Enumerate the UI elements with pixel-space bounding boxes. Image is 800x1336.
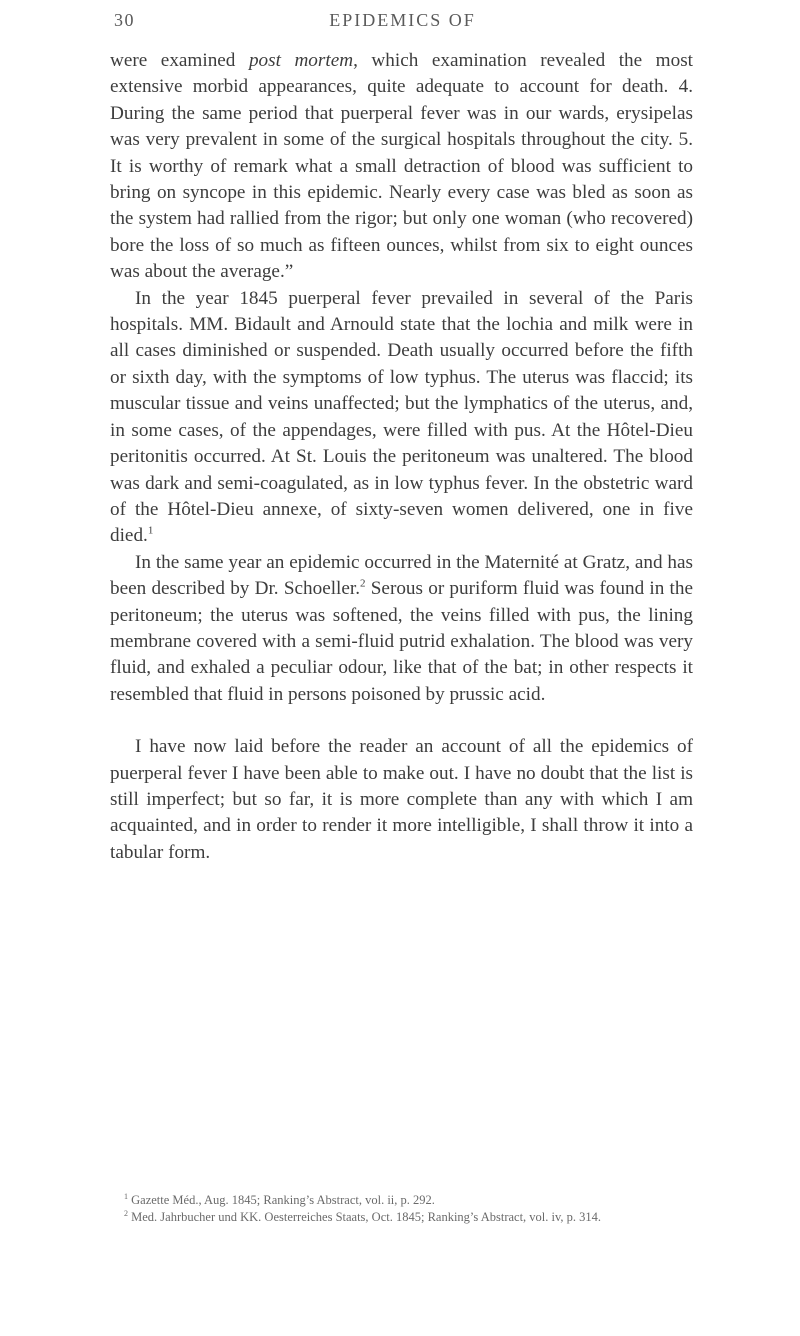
running-head bbox=[110, 6, 695, 36]
footnote-text: Med. Jahrbucher und KK. Oesterreiches Staats, Oct. 1845; Ranking’s Abstract, vol. iv, p. 314. bbox=[128, 1210, 602, 1224]
page-number: 30 bbox=[114, 10, 135, 30]
text-run: In the year 1845 puerperal fever prevailed in several of the Paris hospitals. MM. Bidault and Arnould state that the lochia and milk were in all cases diminished or suspended. Death usually occurred before the fifth or sixth day, with the symptoms of low typhus. The uterus was flaccid; its muscular tissue and veins unaffected; but the lymphatics of the uterus, and, in some cases, of the appendages, were filled with pus. At the Hôtel-Dieu peritonitis occurred. At St. Louis the peritoneum was unaltered. The blood was dark and semi-coagulated, as in low typhus fever. In the obstetric ward of the Hôtel-Dieu annexe, of sixty-seven women delivered, one in five died. bbox=[110, 287, 693, 547]
footnote-reference: 1 bbox=[147, 524, 154, 537]
paragraph-gratz bbox=[110, 550, 693, 708]
body-text bbox=[110, 48, 693, 866]
text-run: Serous or puriform fluid was found in the peritoneum; the uterus was softened, the veins filled with pus, the lining membrane covered with a semi-fluid putrid exhalation. The blood was very fluid, and exhaled a peculiar odour, like that of the bat; in other respects it resembled that fluid in persons poisoned by prussic acid. bbox=[110, 578, 693, 705]
footnote-reference: 2 bbox=[360, 577, 366, 590]
paragraph-summary bbox=[110, 734, 693, 866]
text-run: In the same year an epidemic occurred in the Maternité at Gratz, and has been described by Dr. Schoeller. bbox=[110, 551, 693, 600]
italic-phrase: post mortem bbox=[248, 50, 354, 71]
footnote bbox=[110, 1192, 693, 1209]
footnote-text: Gazette Méd., Aug. 1845; Ranking’s Abstract, vol. ii, p. 292. bbox=[128, 1193, 435, 1207]
text-run: were examined bbox=[110, 50, 249, 71]
footnote bbox=[110, 1209, 693, 1226]
paragraph-continued bbox=[110, 48, 693, 286]
text-run: , which examination revealed the most extensive morbid appearances, quite adequate to account for death. 4. During the same period that puerperal fever was in our wards, erysipelas was very prevalent in some of the surgical hospitals throughout the city. 5. It is worthy of remark what a small detraction of blood was sufficient to bring on syncope in this epidemic. Nearly every case was bled as soon as the system had rallied from the rigor; but only one woman (who recovered) bore the loss of so much as fifteen ounces, whilst from six to eight ounces was about the average.” bbox=[110, 50, 693, 283]
running-title: EPIDEMICS OF bbox=[329, 10, 476, 30]
footnotes bbox=[110, 1192, 693, 1226]
footnote-mark: 2 bbox=[124, 1208, 128, 1218]
text-run: I have now laid before the reader an account of all the epidemics of puerperal fever I have been able to make out. I have no doubt that the list is still imperfect; but so far, it is more complete than any with which I am acquainted, and in order to render it more intelligible, I shall throw it into a tabular form. bbox=[110, 736, 693, 863]
footnote-mark: 1 bbox=[124, 1191, 128, 1201]
paragraph-paris-1845 bbox=[110, 286, 693, 550]
